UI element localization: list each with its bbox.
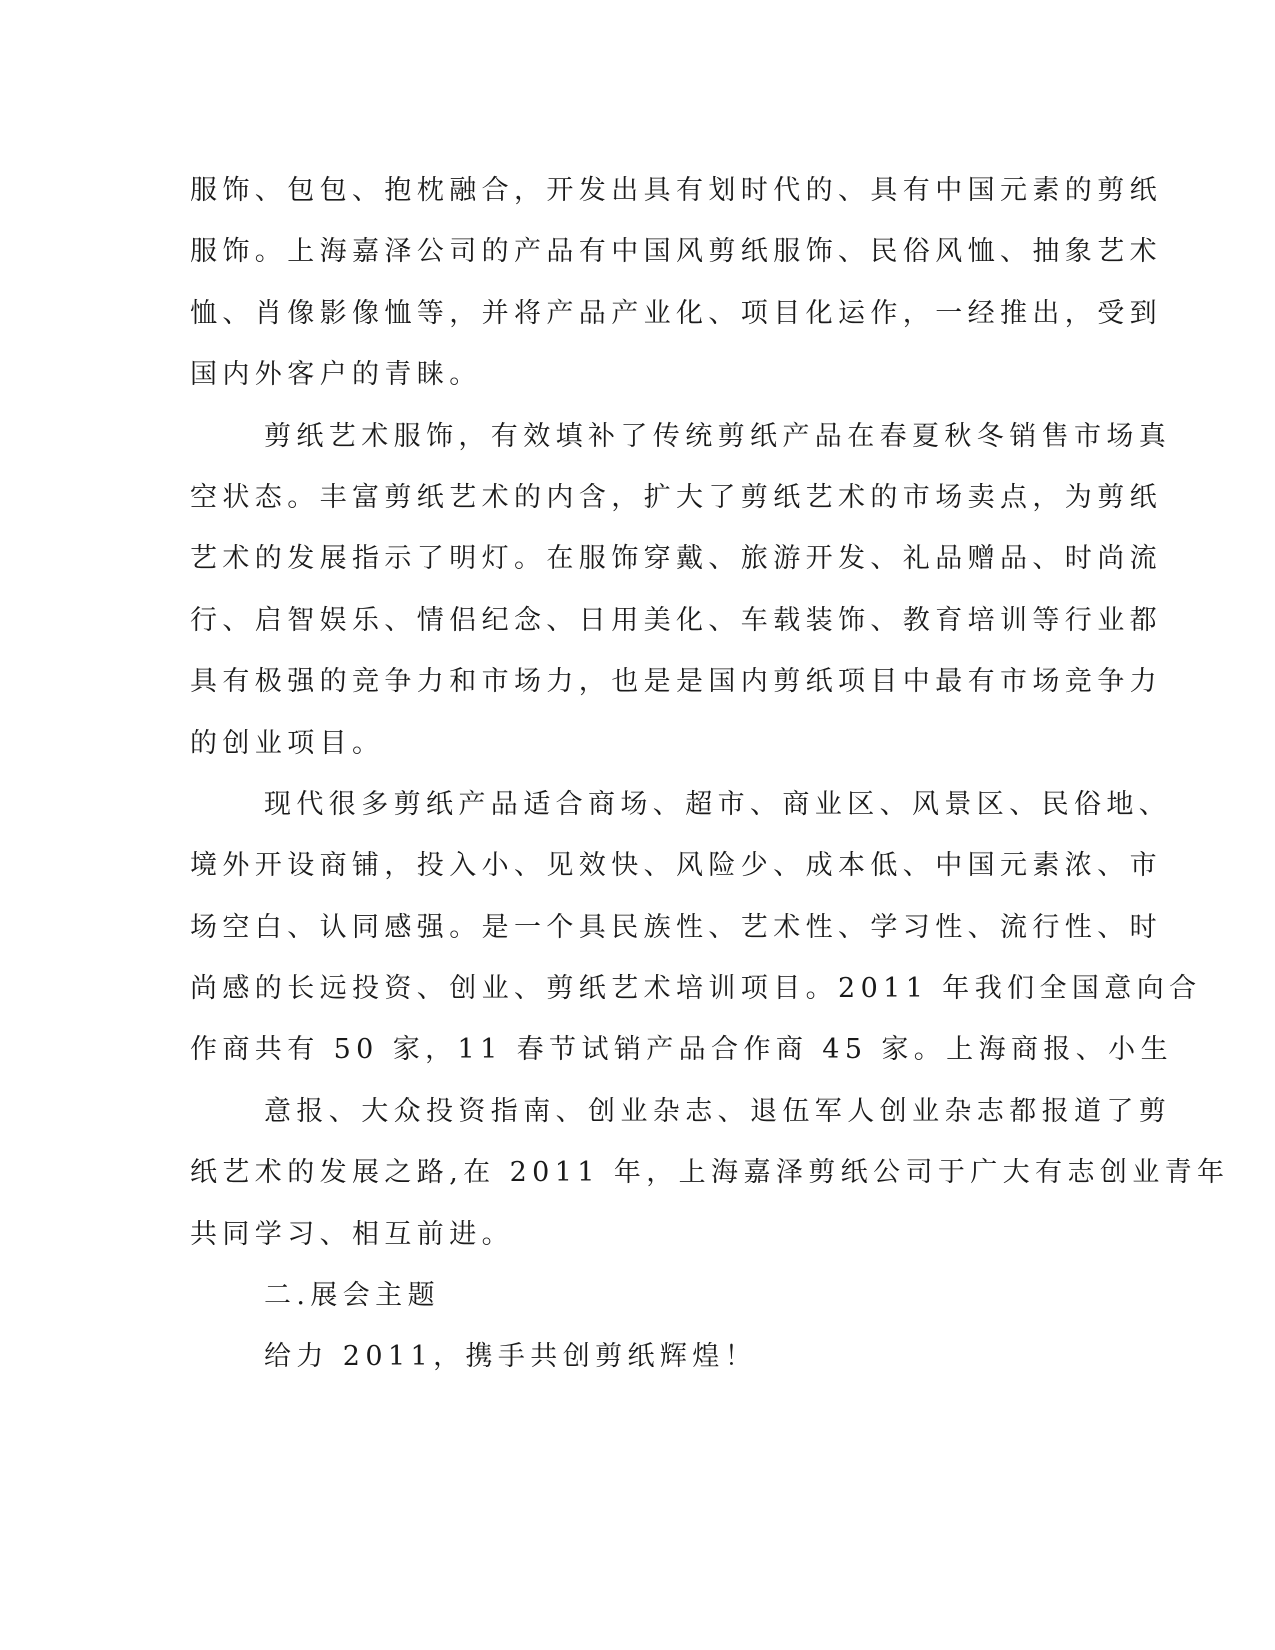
text-line-4: 国内外客户的青睐。 (190, 359, 482, 391)
text-line-2: 服饰。上海嘉泽公司的产品有中国风剪纸服饰、民俗风恤、抽象艺术 (190, 236, 1162, 268)
text-line-12: 境外开设商铺，投入小、见效快、风险少、成本低、中国元素浓、市 (190, 850, 1162, 882)
document-body (190, 160, 1230, 1388)
text-line-16: 意报、大众投资指南、创业杂志、退伍军人创业杂志都报道了剪 (264, 1095, 1172, 1127)
theme-slogan: 给力 2011，携手共创剪纸辉煌！ (264, 1341, 758, 1373)
text-line-17: 纸艺术的发展之路,在 2011 年，上海嘉泽剪纸公司于广大有志创业青年 (190, 1157, 1230, 1189)
text-line-8: 行、启智娱乐、情侣纪念、日用美化、车载装饰、教育培训等行业都 (190, 604, 1162, 636)
text-line-18: 共同学习、相互前进。 (190, 1218, 514, 1250)
text-line-14: 尚感的长远投资、创业、剪纸艺术培训项目。2011 年我们全国意向合 (190, 973, 1202, 1005)
text-line-5: 剪纸艺术服饰，有效填补了传统剪纸产品在春夏秋冬销售市场真 (264, 420, 1172, 452)
text-line-6: 空状态。丰富剪纸艺术的内含，扩大了剪纸艺术的市场卖点，为剪纸 (190, 481, 1162, 513)
section-heading: 二.展会主题 (264, 1280, 440, 1312)
text-line-11: 现代很多剪纸产品适合商场、超市、商业区、风景区、民俗地、 (264, 788, 1172, 820)
text-line-1: 服饰、包包、抱枕融合，开发出具有划时代的、具有中国元素的剪纸 (190, 175, 1162, 206)
text-line-13: 场空白、认同感强。是一个具民族性、艺术性、学习性、流行性、时 (190, 911, 1162, 943)
text-line-15: 作商共有 50 家，11 春节试销产品合作商 45 家。上海商报、小生 (190, 1034, 1173, 1066)
text-line-3: 恤、肖像影像恤等，并将产品产业化、项目化运作，一经推出，受到 (190, 297, 1162, 329)
text-line-7: 艺术的发展指示了明灯。在服饰穿戴、旅游开发、礼品赠品、时尚流 (190, 543, 1162, 575)
text-line-9: 具有极强的竞争力和市场力，也是是国内剪纸项目中最有市场竞争力 (190, 666, 1162, 698)
text-line-10: 的创业项目。 (190, 727, 385, 759)
